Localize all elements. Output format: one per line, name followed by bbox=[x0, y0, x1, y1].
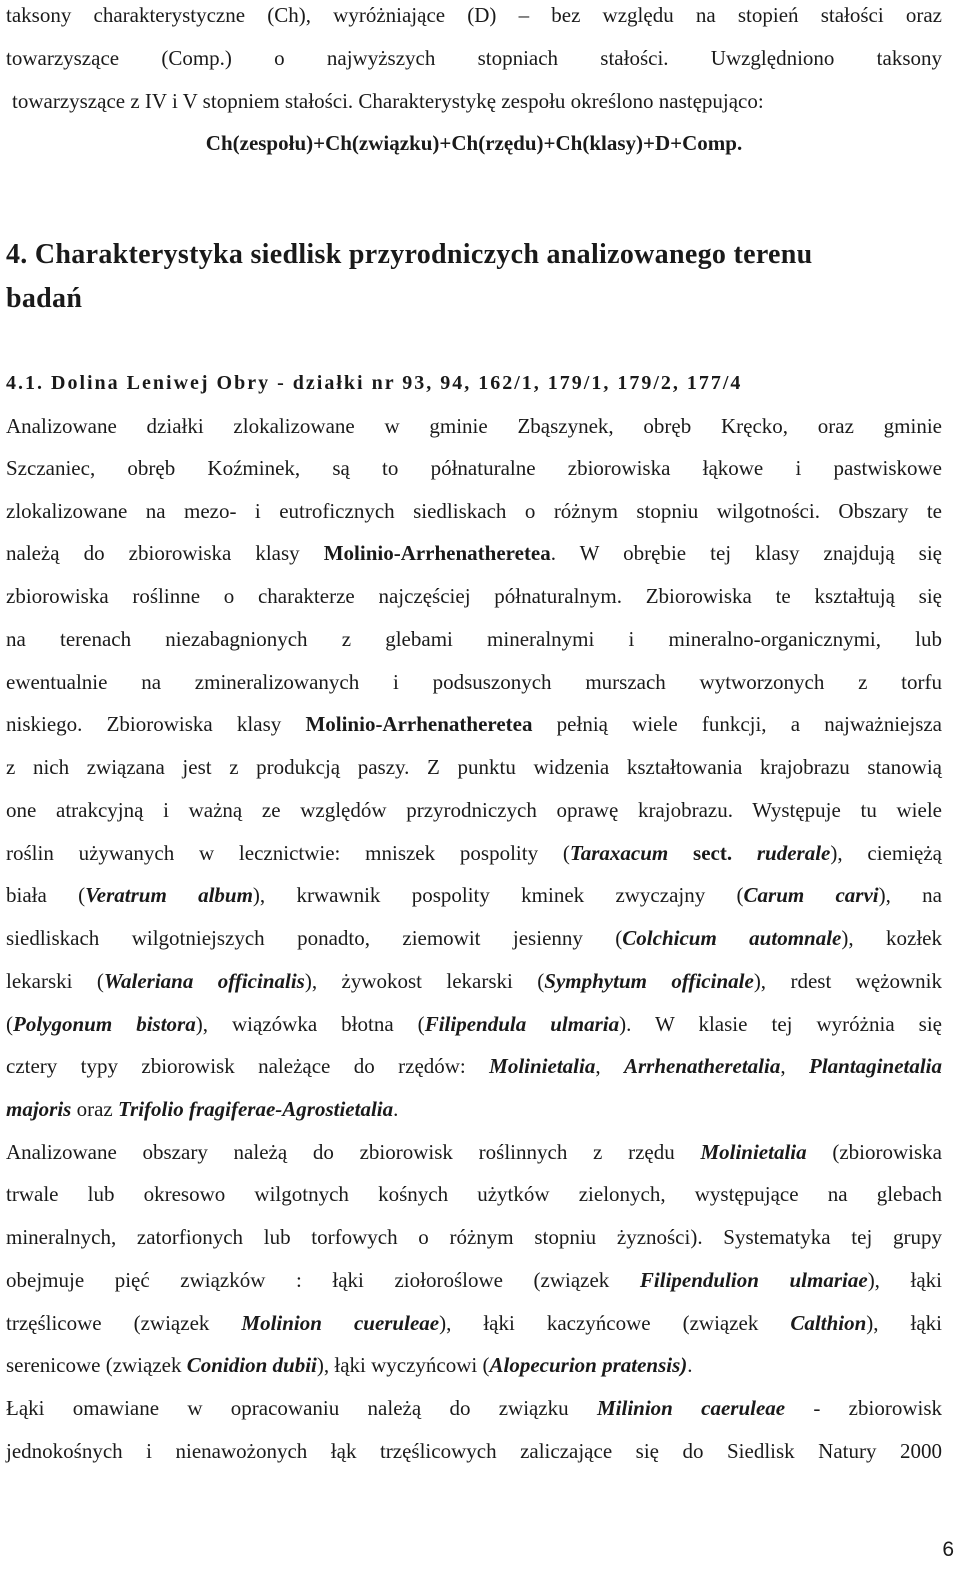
text-run: serenicowe (związek bbox=[6, 1353, 187, 1377]
text-run: trzęślicowe (związek bbox=[6, 1311, 242, 1335]
text-run: biała ( bbox=[6, 883, 86, 907]
para2-line-5 bbox=[6, 1310, 942, 1336]
order-name: Trifolio fragiferae-Agrostietalia bbox=[118, 1097, 394, 1121]
alliance-name: Alopecurion pratensis) bbox=[489, 1353, 688, 1377]
text-run: obejmuje pięć związków : łąki ziołoroślowe (związek bbox=[6, 1268, 640, 1292]
para2-line-2: trwale lub okresowo wilgotnych kośnych użytków zielonych, występujące na glebach bbox=[6, 1182, 942, 1206]
class-name: Molinio-Arrhenatheretea bbox=[305, 712, 533, 736]
order-name: Molinietalia bbox=[489, 1054, 596, 1078]
text-run: ), kozłek bbox=[841, 926, 942, 950]
intro-line-1: taksony charakterystyczne (Ch), wyróżniające (D) – bez względu na stopień stałości oraz bbox=[6, 3, 942, 27]
page-number: 6 bbox=[942, 1538, 954, 1561]
text-run: ), łąki bbox=[866, 1311, 943, 1335]
alliance-name: Milinion caeruleae bbox=[596, 1396, 786, 1420]
para2-line-6 bbox=[6, 1352, 942, 1378]
alliance-name: Conidion dubii bbox=[186, 1353, 317, 1377]
species-name: Filipendula ulmaria bbox=[424, 1012, 620, 1036]
text-run: ), wiązówka błotna ( bbox=[195, 1012, 425, 1036]
para1-line-3: zlokalizowane na mezo- i eutroficznych siedliskach o różnym stopniu wilgotności. Obszary te bbox=[6, 499, 942, 523]
para1-line-15 bbox=[6, 1011, 942, 1037]
formula: Ch(zespołu)+Ch(związku)+Ch(rzędu)+Ch(klasy)+D+Comp. bbox=[205, 131, 743, 155]
species-name: Symphytum officinale bbox=[544, 969, 754, 993]
para1-line-7: ewentualnie na zmineralizowanych i podsuszonych murszach wytworzonych z torfu bbox=[6, 670, 942, 694]
para1-line-1: Analizowane działki zlokalizowane w gminie Zbąszynek, obręb Kręcko, oraz gminie bbox=[6, 414, 942, 438]
section-title-line-2: badań bbox=[6, 283, 83, 314]
species-name: Waleriana officinalis bbox=[103, 969, 305, 993]
text-run: ), żywokost lekarski ( bbox=[304, 969, 545, 993]
species-name: Veratrum album bbox=[85, 883, 253, 907]
para1-line-13 bbox=[6, 925, 942, 951]
text-run: roślin używanych w lecznictwie: mniszek pospolity ( bbox=[6, 841, 570, 865]
subsection-title: 4.1. Dolina Leniwej Obry - działki nr 93, 94, 162/1, 179/1, 179/2, 177/4 bbox=[6, 372, 743, 394]
para3-line-2: jednokośnych i nienawożonych łąk trzęślicowych zaliczające się do Siedlisk Natury 2000 bbox=[6, 1439, 942, 1463]
text-run: niskiego. Zbiorowiska klasy bbox=[6, 712, 306, 736]
text-run: ), ciemiężą bbox=[830, 841, 942, 865]
text-run: - zbiorowisk bbox=[785, 1396, 942, 1420]
para1-line-12 bbox=[6, 882, 942, 908]
alliance-name: Calthion bbox=[790, 1311, 867, 1335]
text-run: ), łąki bbox=[867, 1268, 943, 1292]
para1-line-16 bbox=[6, 1053, 942, 1079]
para1-line-5: zbiorowiska roślinne o charakterze najczęściej półnaturalnym. Zbiorowiska te kształtują się bbox=[6, 584, 942, 608]
para1-line-2: Szczaniec, obręb Koźminek, są to półnaturalne zbiorowiska łąkowe i pastwiskowe bbox=[6, 456, 942, 480]
species-name: Carum carvi bbox=[743, 883, 879, 907]
text-run: pełnią wiele funkcji, a najważniejsza bbox=[532, 712, 943, 736]
order-name: Arrhenatheretalia bbox=[623, 1054, 781, 1078]
text-run: (zbiorowiska bbox=[806, 1140, 943, 1164]
text-run: ), krwawnik pospolity kminek zwyczajny ( bbox=[252, 883, 744, 907]
text-run: siedliskach wilgotniejszych ponadto, ziemowit jesienny ( bbox=[6, 926, 623, 950]
species-name: Colchicum automnale bbox=[622, 926, 842, 950]
text-run: oraz bbox=[71, 1097, 118, 1121]
para2-line-1 bbox=[6, 1139, 942, 1165]
text-run: ), na bbox=[878, 883, 942, 907]
order-name: majoris bbox=[6, 1097, 72, 1121]
text-run: lekarski ( bbox=[6, 969, 104, 993]
intro-line-3: towarzyszące z IV i V stopniem stałości. Charakterystykę zespołu określono następująco: bbox=[12, 89, 764, 113]
para3-line-1 bbox=[6, 1395, 942, 1421]
section-title-line-1: 4. Charakterystyka siedlisk przyrodniczych analizowanego terenu bbox=[6, 239, 813, 270]
para1-line-9: z nich związana jest z produkcją paszy. Z punktu widzenia kształtowania krajobrazu stanowią bbox=[6, 755, 942, 779]
order-name: Plantaginetalia bbox=[809, 1054, 943, 1078]
text-run: ( bbox=[6, 1012, 13, 1036]
text-run: cztery typy zbiorowisk należące do rzędów: bbox=[6, 1054, 490, 1078]
para1-line-14 bbox=[6, 968, 942, 994]
species-name: ruderale bbox=[756, 841, 831, 865]
para2-line-4 bbox=[6, 1267, 942, 1293]
text-run: Łąki omawiane w opracowaniu należą do związku bbox=[6, 1396, 597, 1420]
text-run: ), łąki wyczyńcowi ( bbox=[316, 1353, 490, 1377]
species-name: Taraxacum bbox=[569, 841, 669, 865]
text-run: . bbox=[687, 1353, 693, 1377]
para1-line-17 bbox=[6, 1096, 942, 1122]
alliance-name: Molinion cueruleae bbox=[241, 1311, 440, 1335]
text-run: sect. bbox=[668, 841, 757, 865]
para1-line-10: one atrakcyjną i ważną ze względów przyrodniczych oprawę krajobrazu. Występuje tu wiele bbox=[6, 798, 942, 822]
species-name: Polygonum bistora bbox=[13, 1012, 196, 1036]
text-run: ), rdest wężownik bbox=[753, 969, 942, 993]
text-run: , bbox=[595, 1054, 624, 1078]
text-run: Analizowane obszary należą do zbiorowisk roślinnych z rzędu bbox=[6, 1140, 701, 1164]
text-run: . bbox=[393, 1097, 399, 1121]
order-name: Molinietalia bbox=[700, 1140, 807, 1164]
para1-line-11 bbox=[6, 840, 942, 866]
text-run: , bbox=[780, 1054, 809, 1078]
para1-line-6: na terenach niezabagnionych z glebami mineralnymi i mineralno-organicznymi, lub bbox=[6, 627, 942, 651]
para1-line-8 bbox=[6, 711, 942, 737]
text-run: . W obrębie tej klasy znajdują się bbox=[550, 541, 942, 565]
text-run: ), łąki kaczyńcowe (związek bbox=[439, 1311, 791, 1335]
class-name: Molinio-Arrhenatheretea bbox=[323, 541, 551, 565]
para1-line-4 bbox=[6, 540, 942, 566]
alliance-name: Filipendulion ulmariae bbox=[639, 1268, 868, 1292]
intro-line-2: towarzyszące (Comp.) o najwyższych stopniach stałości. Uwzględniono taksony bbox=[6, 46, 942, 70]
text-run: należą do zbiorowiska klasy bbox=[6, 541, 324, 565]
para2-line-3: mineralnych, zatorfionych lub torfowych o różnym stopniu żyzności). Systematyka tej grupy bbox=[6, 1225, 942, 1249]
text-run: ). W klasie tej wyróżnia się bbox=[619, 1012, 942, 1036]
